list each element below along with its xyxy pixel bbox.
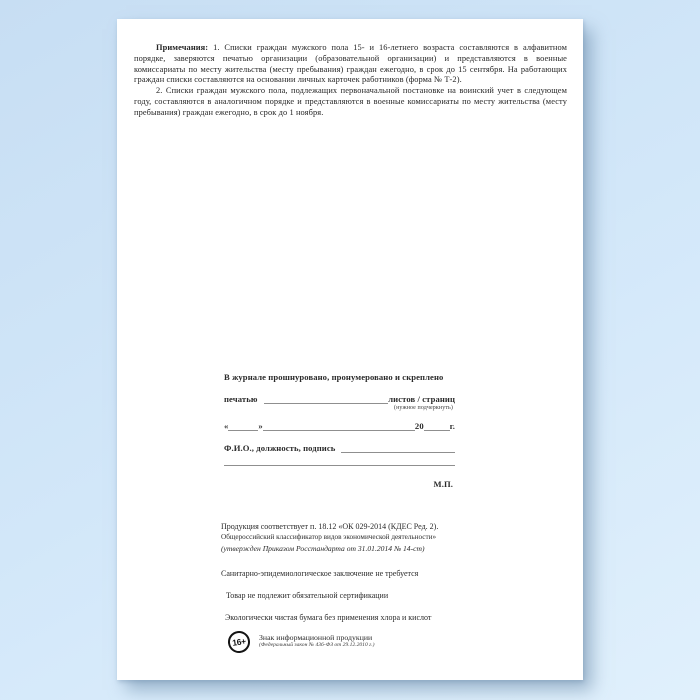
extra-blank-line	[224, 456, 455, 466]
blank-rule	[224, 456, 455, 466]
underline-hint: (нужное подчеркнуть)	[394, 405, 453, 411]
binding-statement: В журнале прошнуровано, пронумеровано и скреплено	[224, 372, 444, 382]
certification-statement: Товар не подлежит обязательной сертификации	[226, 591, 389, 600]
age-badge-caption	[259, 631, 375, 649]
notes-section	[134, 43, 567, 118]
date-line	[224, 421, 455, 431]
age-rating-row	[228, 631, 501, 653]
sheets-count-blank	[264, 394, 389, 404]
seal-place-label: М.П.	[433, 479, 453, 489]
year-prefix: 20	[414, 421, 424, 431]
notes-paragraph-1	[134, 43, 567, 86]
signature-line	[224, 443, 455, 453]
seal-label: печатью	[224, 394, 258, 404]
notes-label: Примечания:	[156, 43, 209, 52]
compliance-line-2: Общероссийский классификатор видов экономической деятельности»	[221, 533, 437, 541]
notes-paragraph-1-text: 1. Списки граждан мужского пола 15- и 16-летнего возраста составляются в алфавитном порядке, заверяются печатью организации (образовательной организации) и представляются в военные комиссариаты по месту жительства (месту пребывания) граждан ежегодно, в срок до 15 сентября. На работающих граждан списки составляются на основании личных карточек работников (форма № Т-2).	[134, 43, 567, 85]
month-blank	[263, 421, 415, 431]
age-16-plus-label: 16+	[231, 636, 247, 648]
binding-block	[224, 372, 455, 497]
federal-law-reference: (Федеральный закон № 436-ФЗ от 29.12.2010 г.)	[259, 642, 375, 648]
compliance-section	[221, 521, 501, 653]
quote-close: »	[258, 421, 263, 431]
day-blank	[228, 421, 258, 431]
info-product-sign-label: Знак информационной продукции	[259, 633, 373, 642]
signature-blank	[341, 443, 455, 453]
seal-sheets-line	[224, 394, 455, 404]
year-suffix: г.	[449, 421, 455, 431]
age-16-plus-icon	[227, 630, 252, 655]
compliance-line-1: Продукция соответствует п. 18.12 «ОК 029-2014 (КДЕС Ред. 2).	[221, 522, 439, 531]
sanitary-statement: Санитарно-эпидемиологическое заключение не требуется	[221, 569, 419, 578]
year-blank	[424, 421, 450, 431]
eco-paper-statement: Экологически чистая бумага без применения хлора и кислот	[225, 613, 432, 622]
document-page	[117, 19, 583, 680]
fio-label: Ф.И.О., должность, подпись	[224, 443, 336, 453]
sheets-label: листов / страниц	[388, 394, 455, 404]
notes-paragraph-2: 2. Списки граждан мужского пола, подлежащих первоначальной постановке на воинский учет в следующем году, составляются в аналогичном порядке и представляются в военные комиссариаты по месту жительства (месту пребывания) граждан ежегодно, в срок до 1 ноября.	[134, 86, 567, 117]
quote-open: «	[224, 421, 229, 431]
compliance-line-3: (утвержден Приказом Росстандарта от 31.01.2014 № 14-ст)	[221, 544, 425, 553]
